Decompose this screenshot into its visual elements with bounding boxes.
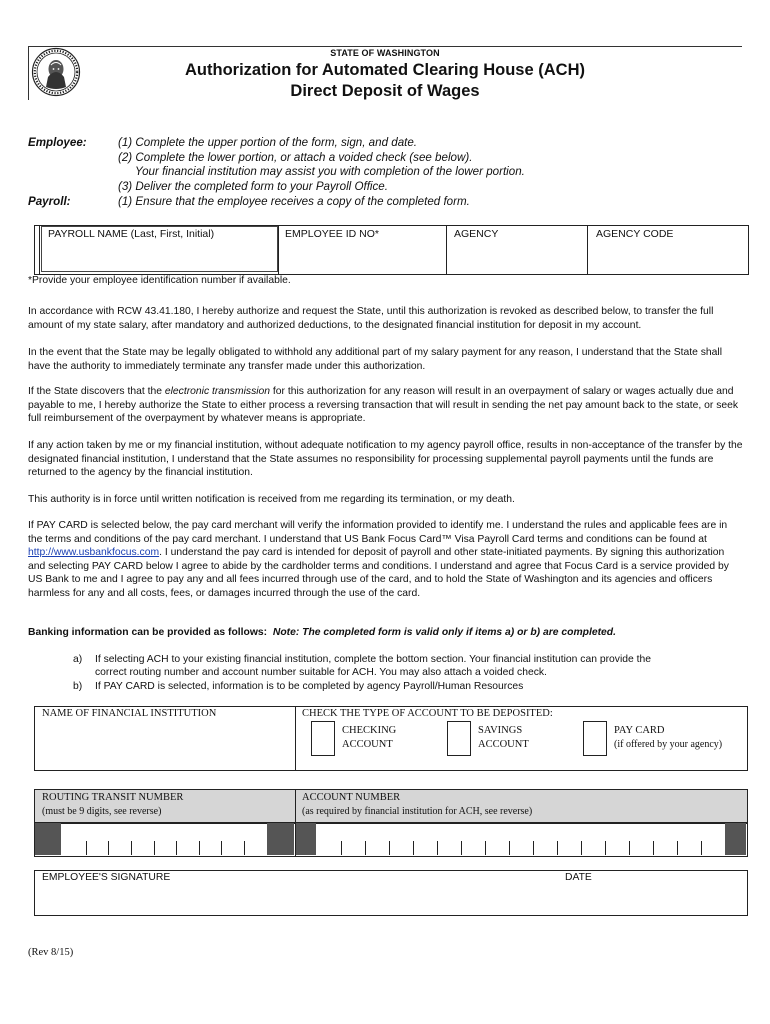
- routing-sublabel: (must be 9 digits, see reverse): [42, 806, 162, 817]
- payroll-name-label: PAYROLL NAME (Last, First, Initial): [48, 228, 215, 240]
- signature-field[interactable]: [36, 886, 556, 913]
- routing-left-block: [35, 823, 61, 855]
- item-a-line2: correct routing number and account number suitable for ACH. You may also attach a voided check.: [95, 667, 547, 678]
- instruction-line: (3) Deliver the completed form to your Payroll Office.: [118, 180, 388, 193]
- fi-name-field[interactable]: [36, 722, 293, 768]
- savings-label-line1: SAVINGS: [478, 725, 523, 736]
- employee-id-field[interactable]: [280, 243, 445, 272]
- account-type-label: CHECK THE TYPE OF ACCOUNT TO BE DEPOSITED:: [302, 708, 553, 719]
- account-right-block: [725, 823, 746, 855]
- item-a-line1: If selecting ACH to your existing financial institution, complete the bottom section. Your financial institution can provide the: [95, 654, 652, 665]
- date-field[interactable]: [562, 886, 744, 913]
- footnote: *Provide your employee identification number if available.: [28, 275, 291, 286]
- pay-card-label-line2: (if offered by your agency): [614, 739, 723, 750]
- date-label: DATE: [565, 872, 592, 883]
- pay-card-checkbox[interactable]: [583, 721, 607, 756]
- payroll-label: Payroll:: [28, 195, 71, 208]
- form-subtitle: Direct Deposit of Wages: [290, 82, 480, 100]
- routing-label: ROUTING TRANSIT NUMBER: [42, 792, 184, 803]
- employee-id-label: EMPLOYEE ID NO*: [285, 228, 379, 240]
- pay-card-label-line1: PAY CARD: [614, 725, 665, 736]
- account-sublabel: (as required by financial institution for ACH, see reverse): [302, 806, 533, 817]
- paragraph-in-force: This authority is in force until written notification is received from me regarding its termination, or my death.: [28, 494, 515, 505]
- paragraph-withhold: In the event that the State may be legally obligated to withhold any additional part of my salary payment for any reason, I understand that the State shall have the authority to immediately terminate any transfer made under this authorization.: [28, 347, 723, 372]
- instruction-line: (1) Ensure that the employee receives a copy of the completed form.: [118, 195, 470, 208]
- account-label: ACCOUNT NUMBER: [302, 792, 401, 803]
- instruction-line: Your financial institution may assist you with completion of the lower portion.: [135, 165, 525, 178]
- item-b-line: If PAY CARD is selected, information is to be completed by agency Payroll/Human Resources: [95, 681, 524, 692]
- checking-label-line2: ACCOUNT: [342, 739, 393, 750]
- agency-field[interactable]: [448, 243, 586, 272]
- paragraph-overpayment: If the State discovers that the electronic transmission for this authorization for any reason will result in an overpayment of salary or wages actually due and payable to me, I hereby authorize the State to either process a reversing transaction that will result in sending the net pay amount back to the state, or seek full reimbursement of the overpayment by whatever means is appropriate.: [28, 386, 739, 424]
- routing-number-field[interactable]: [62, 823, 266, 855]
- item-b-marker: b): [73, 681, 83, 692]
- savings-checkbox[interactable]: [447, 721, 471, 756]
- agency-code-field[interactable]: [589, 243, 745, 272]
- signature-label: EMPLOYEE'S SIGNATURE: [42, 872, 171, 883]
- instruction-line: (2) Complete the lower portion, or attach a voided check (see below).: [118, 150, 473, 164]
- employee-label: Employee:: [28, 136, 87, 149]
- agency-label: AGENCY: [454, 228, 499, 240]
- routing-right-block: [267, 823, 294, 855]
- state-name: STATE OF WASHINGTON: [330, 48, 440, 58]
- checking-label-line1: CHECKING: [342, 725, 397, 736]
- form-title: Authorization for Automated Clearing House (ACH): [185, 61, 585, 79]
- fi-name-label: NAME OF FINANCIAL INSTITUTION: [42, 708, 217, 719]
- checking-checkbox[interactable]: [311, 721, 335, 756]
- item-a-marker: a): [73, 654, 83, 665]
- paragraph-non-acceptance: If any action taken by me or my financial institution, without adequate notification to my agency payroll office, results in non-acceptance of the transfer by the designated financial institution, I understand that the State assumes no responsibility for processing supplemental payroll payments until the funds are returned to the agency by the financial institution.: [28, 440, 743, 478]
- savings-label-line2: ACCOUNT: [478, 739, 529, 750]
- revision-label: (Rev 8/15): [28, 947, 74, 958]
- paragraph-pay-card: If PAY CARD is selected below, the pay card merchant will verify the information provided to identify me. I understand the rules and applicable fees are in the terms and conditions of the pay card merchant. I understand that US Bank Focus Card™ Visa Payroll Card terms and conditions can be found at http://www.usbankfocus.com. I understand the pay card is intended for deposit of payroll and other state-initiated payments. By signing this authorization and selecting PAY CARD below I agree to abide by the cardholder terms and conditions. I understand and agree that Focus Card is a service provided by US Bank to me and I agree to pay any and all fees incurred through use of the card, and to hold the State of Washington and its agencies and officers harmless for any and all costs, fees, or damages incurred through the use of the card.: [28, 520, 729, 599]
- agency-code-label: AGENCY CODE: [596, 228, 674, 240]
- header-rule: [28, 46, 742, 47]
- account-number-field[interactable]: [317, 823, 724, 855]
- banking-heading: Banking information can be provided as follows: Note: The completed form is valid only if items a) or b) are completed.: [28, 627, 616, 638]
- usbankfocus-link[interactable]: http://www.usbankfocus.com: [28, 547, 160, 558]
- instruction-line: (1) Complete the upper portion of the form, sign, and date.: [118, 136, 418, 149]
- account-left-block: [296, 823, 316, 855]
- paragraph-authorization: In accordance with RCW 43.41.180, I hereby authorize and request the State, until this authorization is revoked as described below, to transfer the full amount of my state salary, after mandatory and authorized deductions, to the designated financial institution for deposit in my account.: [28, 306, 714, 331]
